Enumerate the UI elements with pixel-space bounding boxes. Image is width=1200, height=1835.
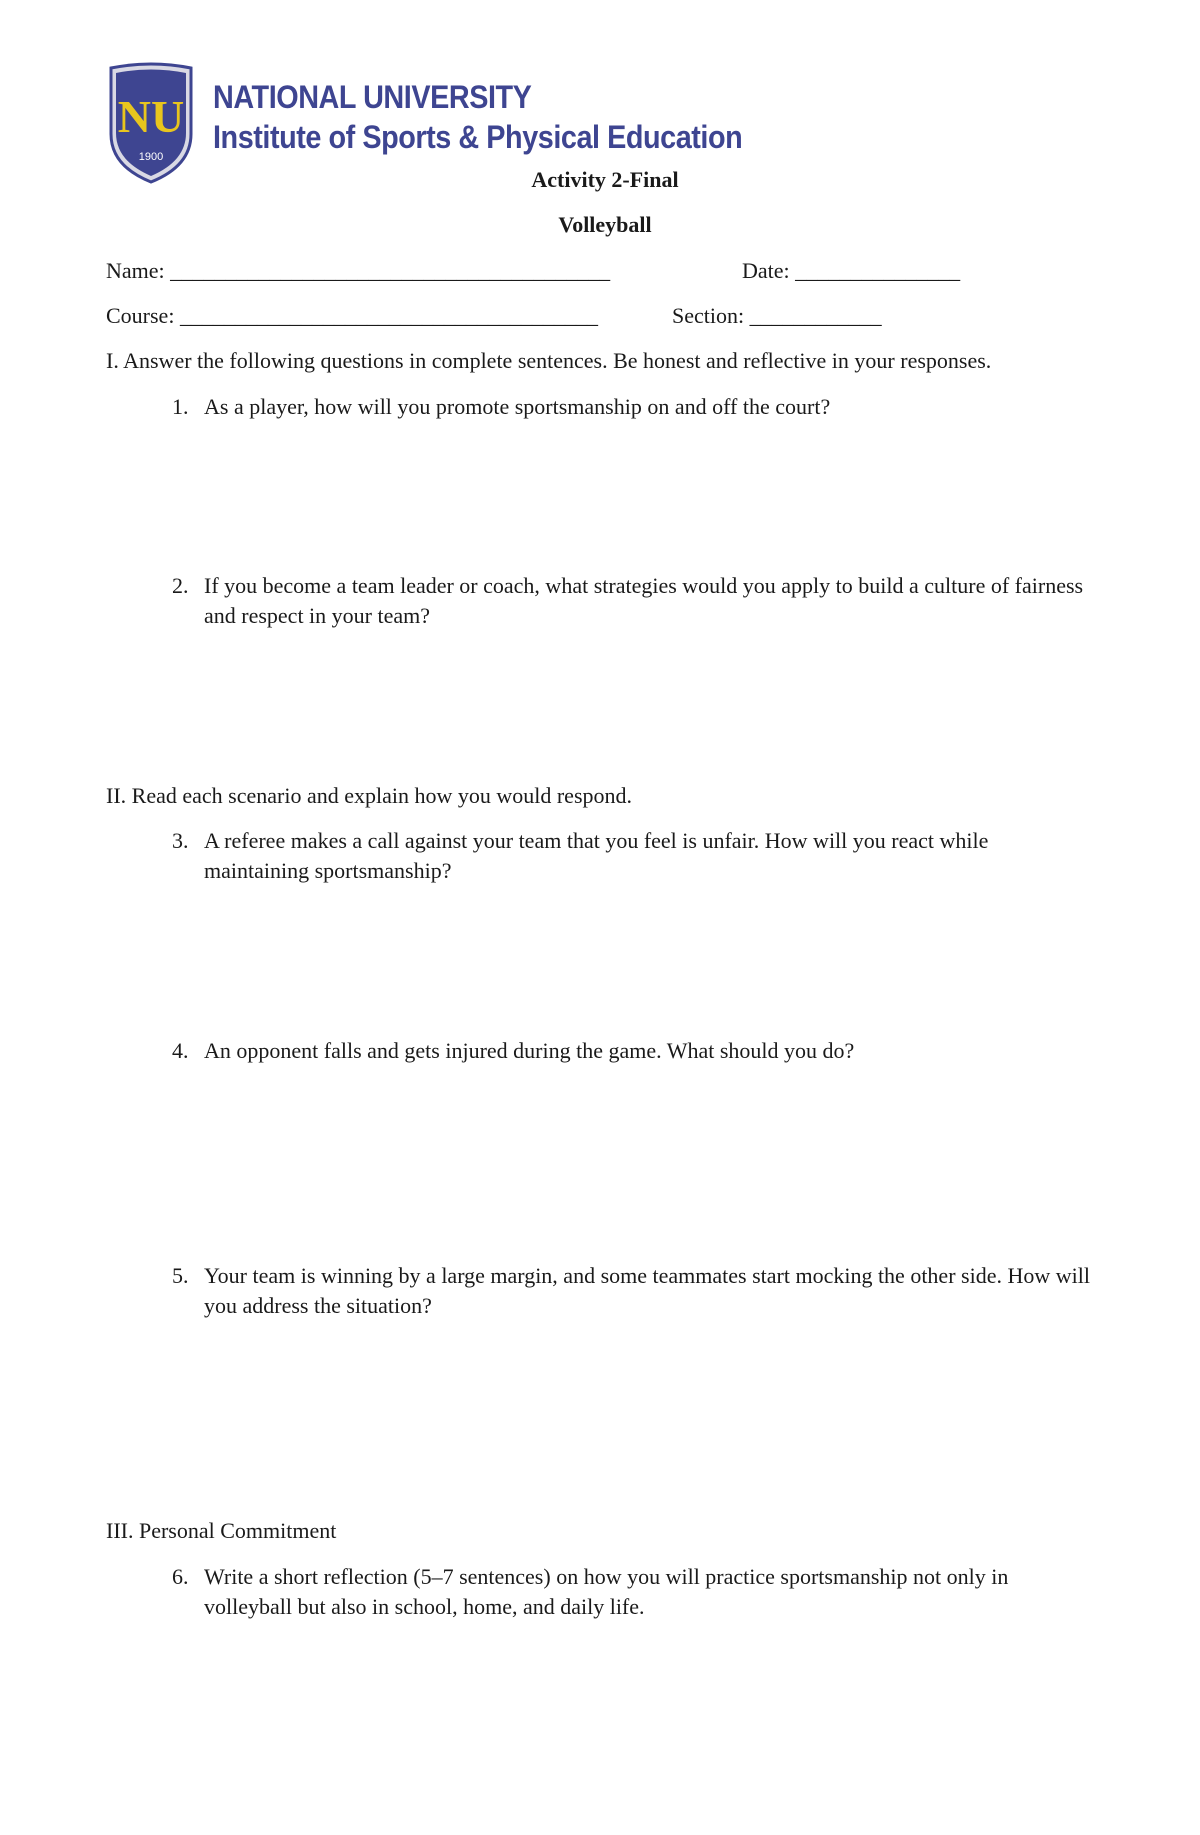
- question-text: As a player, how will you promote sportsmanship on and off the court?: [204, 394, 831, 419]
- question-1: [172, 392, 1092, 422]
- question-5: [172, 1261, 1092, 1321]
- question-number: 6.: [172, 1564, 189, 1589]
- question-6: [172, 1562, 1092, 1622]
- date-field: Date: _______________: [742, 258, 961, 283]
- question-number: 3.: [172, 828, 189, 853]
- question-text: An opponent falls and gets injured during the game. What should you do?: [204, 1038, 855, 1063]
- question-number: 2.: [172, 573, 189, 598]
- section-3-heading: III. Personal Commitment: [106, 1518, 337, 1543]
- question-2: [172, 571, 1092, 631]
- question-4: [172, 1036, 1092, 1066]
- activity-subtitle: Volleyball: [558, 212, 652, 237]
- activity-title: Activity 2-Final: [531, 167, 679, 192]
- seal-year: 1900: [138, 151, 164, 163]
- question-text: Your team is winning by a large margin, and some teammates start mocking the other side. How will you address the situation?: [204, 1263, 1090, 1318]
- question-3: [172, 826, 1092, 886]
- course-field: Course: ______________________________________: [106, 303, 598, 328]
- section-1-heading: I. Answer the following questions in complete sentences. Be honest and reflective in your responses.: [106, 348, 992, 373]
- question-number: 1.: [172, 394, 189, 419]
- university-name: NATIONAL UNIVERSITY: [213, 79, 532, 115]
- question-text: Write a short reflection (5–7 sentences) on how you will practice sportsmanship not only in volleyball but also in school, home, and daily life.: [204, 1564, 1009, 1619]
- question-text: A referee makes a call against your team that you feel is unfair. How will you react while maintaining sportsmanship?: [204, 828, 989, 883]
- seal-letters: NU: [117, 91, 185, 142]
- question-number: 4.: [172, 1038, 189, 1063]
- section-2-heading: II. Read each scenario and explain how you would respond.: [106, 783, 633, 808]
- question-text: If you become a team leader or coach, what strategies would you apply to build a culture of fairness and respect in your team?: [204, 573, 1084, 628]
- department-name: Institute of Sports & Physical Education: [213, 119, 743, 155]
- institution-text: [213, 77, 742, 157]
- section-field: Section: ____________: [672, 303, 882, 328]
- name-field: Name: ________________________________________: [106, 258, 611, 283]
- question-number: 5.: [172, 1263, 189, 1288]
